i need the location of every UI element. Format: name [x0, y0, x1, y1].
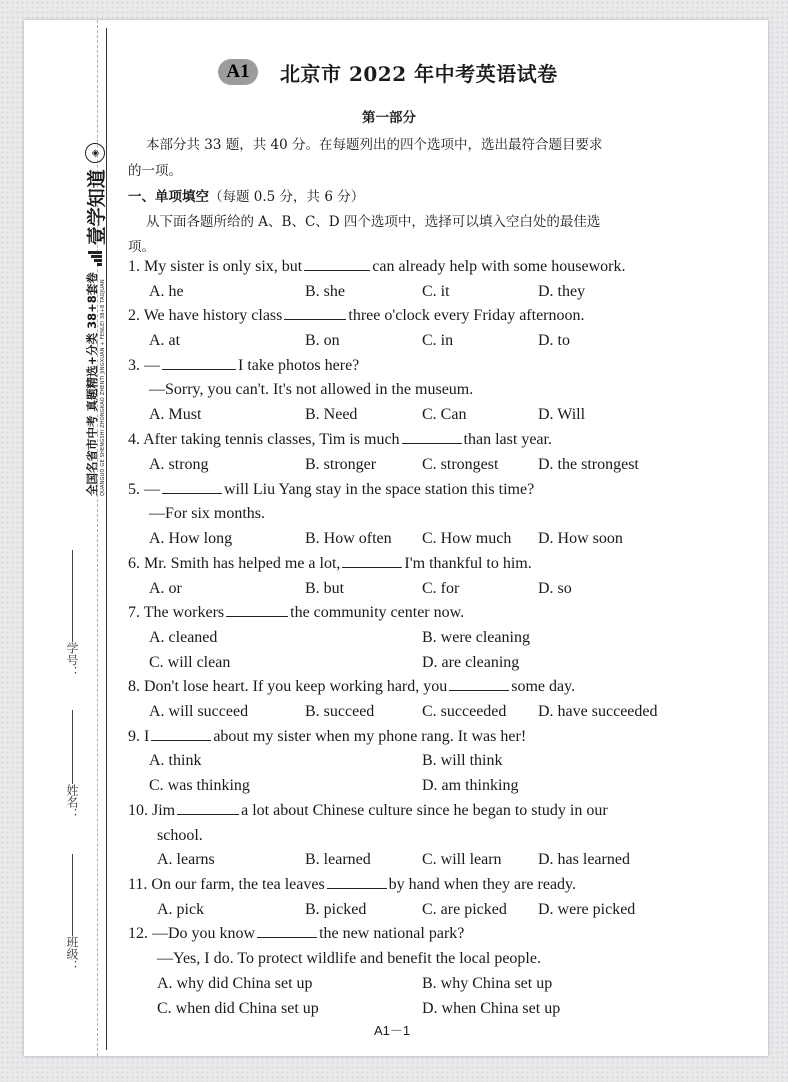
option-b[interactable]: [305, 332, 340, 350]
option-a[interactable]: [149, 629, 217, 647]
question-12: [128, 925, 464, 943]
question-stem: 8. Don't lose heart. If you keep working hard, you: [128, 678, 448, 695]
sidebar-brand: [78, 136, 112, 496]
question-stem-continued: the new national park?: [319, 925, 465, 942]
exam-title-row: [218, 56, 558, 88]
option-label: C. strongest: [422, 456, 499, 473]
option-b[interactable]: [305, 456, 376, 474]
option-label: B. learned: [305, 851, 371, 868]
option-b[interactable]: [422, 752, 502, 770]
option-label: C. will clean: [149, 654, 231, 671]
option-label: B. she: [305, 283, 345, 300]
option-c[interactable]: [422, 580, 459, 598]
option-b[interactable]: [305, 901, 366, 919]
option-label: C. are picked: [422, 901, 507, 918]
question-reply-text: —Sorry, you can't. It's not allowed in the museum.: [149, 381, 474, 398]
student-id-line[interactable]: [72, 550, 73, 642]
option-label: D. Will: [538, 406, 586, 423]
option-a[interactable]: [149, 580, 182, 598]
option-c[interactable]: [157, 1000, 319, 1018]
option-a[interactable]: [149, 752, 201, 770]
option-d[interactable]: [538, 332, 570, 350]
answer-blank[interactable]: [449, 689, 509, 691]
option-a[interactable]: [157, 975, 313, 993]
option-d[interactable]: [422, 1000, 560, 1018]
option-a[interactable]: [149, 332, 180, 350]
option-label: A. will succeed: [149, 703, 249, 720]
question-stem-continued: about my sister when my phone rang. It was her!: [213, 728, 527, 745]
option-label: A. pick: [157, 901, 205, 918]
option-c[interactable]: [422, 406, 466, 424]
question-stem-continued: the community center now.: [290, 604, 465, 621]
option-label: A. or: [149, 580, 182, 597]
answer-blank[interactable]: [342, 566, 402, 568]
question-6: [128, 555, 532, 573]
option-a[interactable]: [149, 406, 201, 424]
question-stem-continued: I take photos here?: [238, 357, 360, 374]
question-3: [128, 357, 359, 375]
name-label: 姓名：: [65, 784, 79, 820]
question-stem-continued: some day.: [511, 678, 576, 695]
answer-blank[interactable]: [177, 813, 239, 815]
instruction-line-2: 项。: [128, 239, 155, 255]
answer-blank[interactable]: [162, 368, 236, 370]
class-field: [64, 852, 81, 972]
option-a[interactable]: [157, 851, 215, 869]
student-id-field: [64, 548, 81, 678]
question-stem: 3. —: [128, 357, 160, 374]
option-a[interactable]: [149, 456, 209, 474]
option-label: A. How long: [149, 530, 233, 547]
question-10: [128, 802, 608, 820]
option-c[interactable]: [422, 851, 502, 869]
option-label: B. How often: [305, 530, 392, 547]
option-c[interactable]: [422, 703, 506, 721]
option-label: D. has learned: [538, 851, 630, 868]
question-reply: [157, 950, 541, 968]
question-stem-wrap: [157, 827, 203, 845]
question-stem: 5. —: [128, 481, 160, 498]
option-label: B. stronger: [305, 456, 377, 473]
student-id-label: 学号：: [65, 642, 79, 678]
answer-blank[interactable]: [162, 492, 222, 494]
option-label: C. succeeded: [422, 703, 507, 720]
brand-bars-icon: [88, 251, 102, 266]
brand-name: 壹学知道: [85, 169, 108, 246]
option-label: C. when did China set up: [157, 1000, 319, 1017]
answer-blank[interactable]: [304, 269, 370, 271]
option-label: A. Must: [149, 406, 202, 423]
question-7: [128, 604, 464, 622]
option-label: A. strong: [149, 456, 209, 473]
option-d[interactable]: [538, 530, 623, 548]
option-a[interactable]: [157, 901, 204, 919]
option-label: C. in: [422, 332, 454, 349]
question-stem: 12. —Do you know: [128, 925, 256, 942]
question-stem-wrap-text: school.: [157, 827, 203, 844]
option-label: C. for: [422, 580, 460, 597]
option-a[interactable]: [149, 703, 248, 721]
option-label: A. at: [149, 332, 181, 349]
option-label: D. when China set up: [422, 1000, 561, 1017]
option-b[interactable]: [305, 851, 371, 869]
option-label: B. Need: [305, 406, 358, 423]
page-footer: A1－1: [374, 1023, 411, 1038]
instruction-line-1: 从下面各题所给的 A、B、C、D 四个选项中，选择可以填入空白处的最佳选: [146, 214, 601, 230]
class-line[interactable]: [72, 854, 73, 936]
name-field: [64, 708, 81, 820]
option-b[interactable]: [305, 406, 357, 424]
question-stem: 10. Jim: [128, 802, 176, 819]
question-stem: 1. My sister is only six, but: [128, 258, 303, 275]
option-label: A. he: [149, 283, 184, 300]
option-b[interactable]: [422, 629, 530, 647]
option-b[interactable]: [305, 580, 344, 598]
part-heading: 第一部分: [362, 110, 416, 126]
question-11: [128, 876, 576, 894]
question-2: [128, 307, 585, 325]
question-stem-continued: I'm thankful to him.: [404, 555, 532, 572]
question-reply: [149, 381, 473, 399]
option-d[interactable]: [538, 901, 635, 919]
question-stem: 4. After taking tennis classes, Tim is much: [128, 431, 400, 448]
question-stem-continued: can already help with some housework.: [372, 258, 626, 275]
option-label: D. How soon: [538, 530, 623, 547]
option-label: D. have succeeded: [538, 703, 658, 720]
option-c[interactable]: [422, 332, 453, 350]
name-line[interactable]: [72, 710, 73, 784]
question-8: [128, 678, 575, 696]
option-d[interactable]: [538, 580, 572, 598]
brand-logo-icon: ◈: [85, 143, 105, 163]
answer-blank[interactable]: [402, 442, 462, 444]
section-note: （每题 0.5 分，共 6 分）: [209, 189, 365, 205]
option-label: B. picked: [305, 901, 367, 918]
option-c[interactable]: [422, 530, 511, 548]
question-1: [128, 258, 626, 276]
question-stem-continued: by hand when they are ready.: [388, 876, 576, 893]
section-heading-row: [128, 185, 364, 205]
option-label: D. to: [538, 332, 570, 349]
option-label: B. but: [305, 580, 345, 597]
question-reply-text: —For six months.: [149, 505, 266, 522]
question-stem: 2. We have history class: [128, 307, 283, 324]
brand-tagline: 全国名省市中考 真题精选+分类 38+8套卷: [85, 272, 99, 496]
question-stem: 6. Mr. Smith has helped me a lot,: [128, 555, 341, 572]
option-label: B. were cleaning: [422, 629, 530, 646]
answer-blank[interactable]: [284, 318, 346, 320]
option-d[interactable]: [422, 777, 518, 795]
option-a[interactable]: [149, 283, 184, 301]
question-stem-continued: a lot about Chinese culture since he began to study in our: [241, 802, 608, 819]
option-label: C. was thinking: [149, 777, 250, 794]
page-title: 北京市 2022 年中考英语试卷: [280, 61, 558, 86]
answer-blank[interactable]: [327, 887, 387, 889]
option-c[interactable]: [422, 283, 450, 301]
option-label: D. were picked: [538, 901, 636, 918]
question-stem-continued: will Liu Yang stay in the space station this time?: [224, 481, 535, 498]
option-c[interactable]: [422, 901, 507, 919]
question-stem: 7. The workers: [128, 604, 225, 621]
option-label: A. cleaned: [149, 629, 218, 646]
question-9: [128, 728, 526, 746]
answer-blank[interactable]: [226, 615, 288, 617]
option-label: B. on: [305, 332, 340, 349]
option-label: B. why China set up: [422, 975, 553, 992]
option-b[interactable]: [305, 703, 374, 721]
option-label: C. will learn: [422, 851, 502, 868]
intro-line-1: 本部分共 33 题，共 40 分。在每题列出的四个选项中，选出最符合题目要求: [146, 137, 603, 153]
option-d[interactable]: [538, 406, 585, 424]
option-c[interactable]: [149, 654, 230, 672]
option-label: C. it: [422, 283, 450, 300]
option-d[interactable]: [538, 703, 658, 721]
option-d[interactable]: [538, 851, 630, 869]
question-4: [128, 431, 552, 449]
option-b[interactable]: [305, 530, 392, 548]
paper-badge: A1: [218, 59, 258, 85]
option-a[interactable]: [149, 530, 232, 548]
question-5: [128, 481, 534, 499]
brand-pinyin: QUANGUO GE SHENGSHI ZHONGKAO ZHENTI JINGXUAN + FENLEI 38+8 TAOJUAN: [100, 279, 106, 496]
question-reply-text: —Yes, I do. To protect wildlife and benefit the local people.: [157, 950, 541, 967]
brand-tagline-block: [84, 272, 106, 496]
question-stem: 9. I: [128, 728, 150, 745]
option-label: D. so: [538, 580, 572, 597]
option-b[interactable]: [422, 975, 552, 993]
option-d[interactable]: [538, 283, 585, 301]
option-c[interactable]: [149, 777, 250, 795]
option-label: A. think: [149, 752, 202, 769]
question-stem: 11. On our farm, the tea leaves: [128, 876, 325, 893]
option-label: A. why did China set up: [157, 975, 313, 992]
option-d[interactable]: [538, 456, 639, 474]
option-b[interactable]: [305, 283, 345, 301]
option-label: D. the strongest: [538, 456, 639, 473]
option-c[interactable]: [422, 456, 498, 474]
option-label: D. am thinking: [422, 777, 519, 794]
intro-line-2: 的一项。: [128, 163, 182, 179]
question-stem-continued: three o'clock every Friday afternoon.: [348, 307, 585, 324]
option-label: B. succeed: [305, 703, 375, 720]
option-label: C. How much: [422, 530, 512, 547]
section-heading: 一、单项填空: [128, 189, 209, 205]
answer-blank[interactable]: [151, 739, 211, 741]
option-label: B. will think: [422, 752, 503, 769]
option-label: A. learns: [157, 851, 215, 868]
class-label: 班级：: [65, 936, 79, 972]
option-label: D. are cleaning: [422, 654, 520, 671]
option-label: C. Can: [422, 406, 467, 423]
question-stem-continued: than last year.: [463, 431, 552, 448]
answer-blank[interactable]: [257, 936, 317, 938]
question-reply: [149, 505, 265, 523]
option-label: D. they: [538, 283, 586, 300]
option-d[interactable]: [422, 654, 519, 672]
